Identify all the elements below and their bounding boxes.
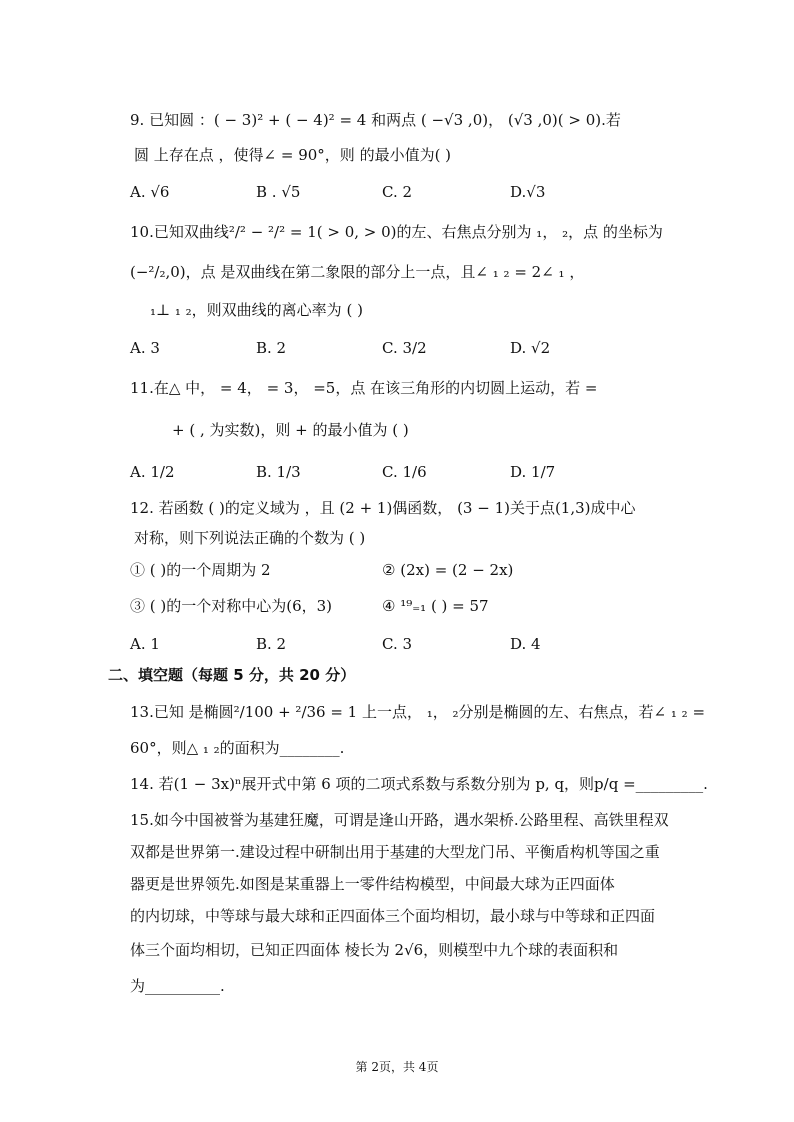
q12-statement-2: ② (2x) = (2 − 2x) bbox=[382, 561, 514, 579]
q15-line4: 的内切球，中等球与最大球和正四面体三个面均相切，最小球与中等球和正四面 bbox=[130, 907, 656, 925]
q15-line2: 双都是世界第一.建设过程中研制出用于基建的大型龙门吊、平衡盾构机等国之重 bbox=[130, 843, 660, 861]
q10-option-a: A. 3 bbox=[130, 339, 160, 357]
q11-option-b: B. 1/3 bbox=[256, 463, 301, 481]
q9-option-b: B . √5 bbox=[256, 183, 301, 201]
q15-line1: 15.如今中国被誉为基建狂魔，可谓是逢山开路，遇水架桥.公路里程、高铁里程双 bbox=[130, 811, 669, 829]
page-footer: 第 2页，共 4页 bbox=[355, 1060, 439, 1074]
q12-option-b: B. 2 bbox=[256, 635, 287, 653]
q12-line2: 对称，则下列说法正确的个数为 ( ) bbox=[134, 529, 366, 547]
q10-option-c: C. 3/2 bbox=[382, 339, 427, 357]
q11-option-a: A. 1/2 bbox=[130, 463, 175, 481]
q9-option-a: A. √6 bbox=[130, 183, 170, 201]
q12-statement-4: ④ ¹⁹₌₁ ( ) = 57 bbox=[382, 597, 489, 615]
q12-option-d: D. 4 bbox=[510, 635, 541, 653]
q12-option-a: A. 1 bbox=[130, 635, 160, 653]
q9-line1: 9. 已知圆 ：( − 3)² + ( − 4)² = 4 和两点 ( −√3 ,0)， (√3 ,0)( > 0).若 bbox=[130, 111, 621, 129]
q9-line2: 圆 上存在点 ，使得∠ = 90°，则 的最小值为( ) bbox=[134, 146, 452, 164]
q12-line1: 12. 若函数 ( )的定义域为 ，且 (2 + 1)偶函数， (3 − 1)关于点(1,3)成中心 bbox=[130, 499, 636, 517]
q11-option-d: D. 1/7 bbox=[510, 463, 556, 481]
section-heading-fill-in: 二、填空题（每题 5 分，共 20 分） bbox=[108, 666, 356, 684]
q10-line1: 10.已知双曲线²/² − ²/² = 1( > 0, > 0)的左、右焦点分别为 ₁， ₂，点 的坐标为 bbox=[130, 223, 663, 241]
q10-line3: ₁⊥ ₁ ₂，则双曲线的离心率为 ( ) bbox=[150, 301, 363, 319]
q13-line1: 13.已知 是椭圆²/100 + ²/36 = 1 上一点， ₁， ₂分别是椭圆的左、右焦点，若∠ ₁ ₂ = bbox=[130, 703, 706, 721]
q10-option-b: B. 2 bbox=[256, 339, 287, 357]
q9-option-c: C. 2 bbox=[382, 183, 413, 201]
q15-line6: 为__________. bbox=[130, 977, 225, 995]
q10-option-d: D. √2 bbox=[510, 339, 551, 357]
q12-statement-3: ③ ( )的一个对称中心为(6，3) bbox=[130, 597, 333, 615]
q11-line2: + ( , 为实数)，则 + 的最小值为 ( ) bbox=[172, 421, 409, 439]
q11-line1: 11.在△ 中， = 4， = 3， =5，点 在该三角形的内切圆上运动，若 = bbox=[130, 379, 598, 397]
q15-line3: 器更是世界领先.如图是某重器上一零件结构模型，中间最大球为正四面体 bbox=[130, 875, 615, 893]
q11-option-c: C. 1/6 bbox=[382, 463, 427, 481]
q10-line2: (−²/₂,0)，点 是双曲线在第二象限的部分上一点，且∠ ₁ ₂ = 2∠ ₁ ， bbox=[130, 263, 585, 281]
q13-line2: 60°，则△ ₁ ₂的面积为________. bbox=[130, 739, 345, 757]
q12-option-c: C. 3 bbox=[382, 635, 413, 653]
q12-statement-1: ① ( )的一个周期为 2 bbox=[130, 561, 271, 579]
q14-line1: 14. 若(1 − 3x)ⁿ展开式中第 6 项的二项式系数与系数分别为 p, q，则p/q =_________. bbox=[130, 775, 708, 793]
q9-option-d: D.√3 bbox=[510, 183, 546, 201]
q15-line5: 体三个面均相切，已知正四面体 棱长为 2√6，则模型中九个球的表面积和 bbox=[130, 941, 619, 959]
